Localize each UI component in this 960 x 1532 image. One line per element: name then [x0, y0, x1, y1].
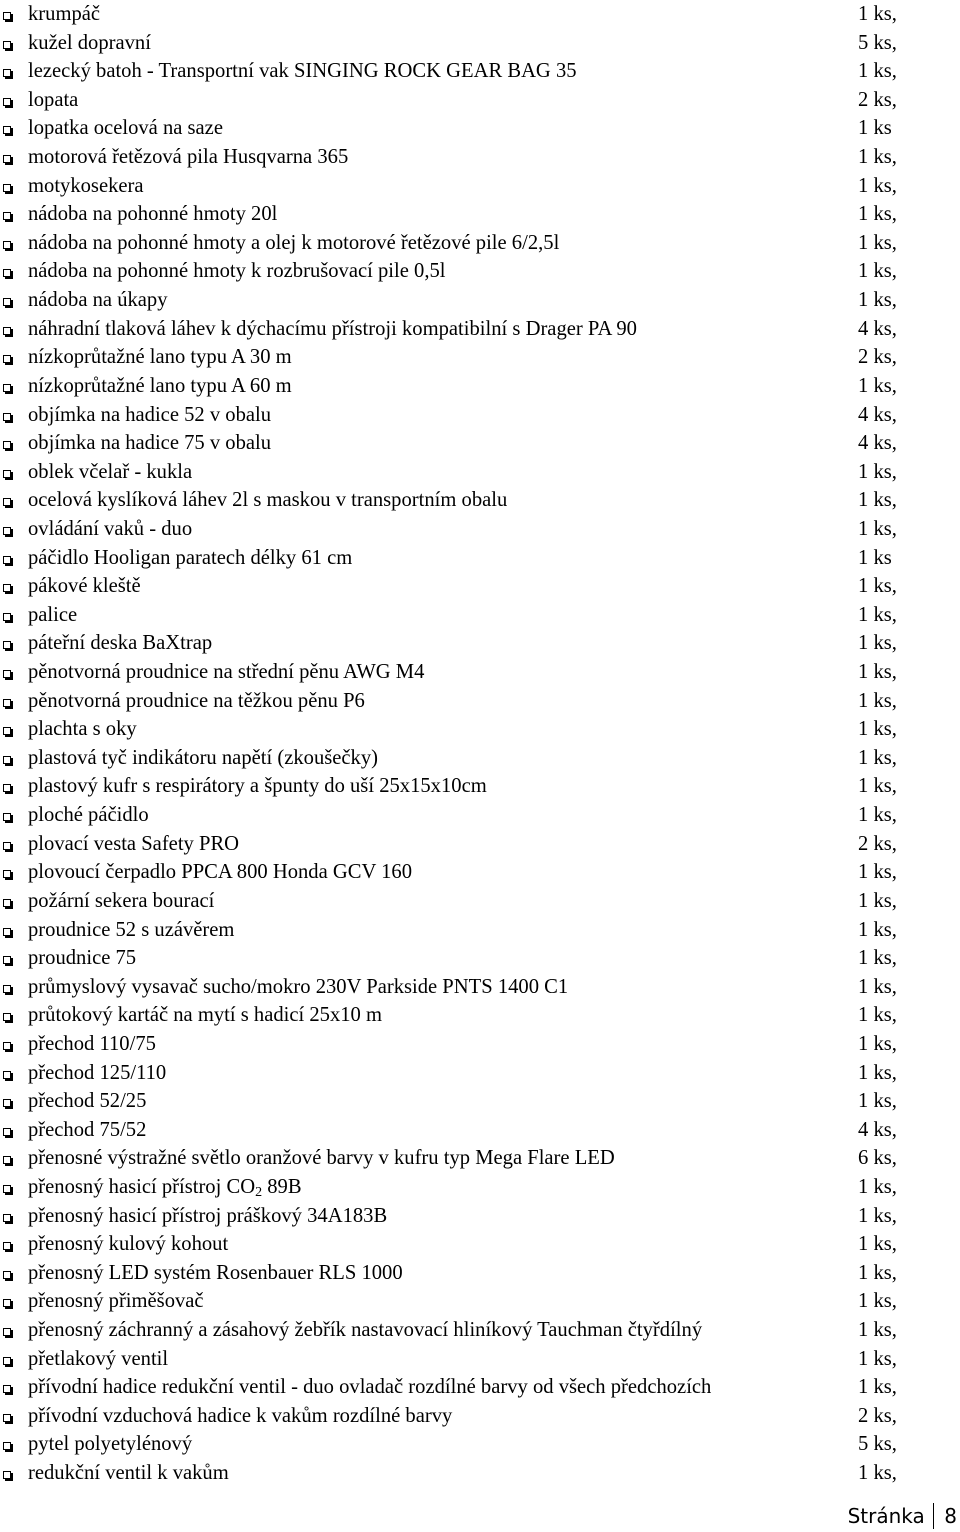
- item-name: přetlakový ventil: [28, 1347, 169, 1370]
- list-item: [0, 858, 960, 887]
- checkbox-bullet-icon: [3, 69, 11, 77]
- list-item: [0, 1287, 960, 1316]
- list-item: [0, 1173, 960, 1202]
- item-quantity: 1 ks,: [858, 575, 897, 598]
- list-item: [0, 172, 960, 201]
- item-name: náhradní tlaková láhev k dýchacímu přístroji kompatibilní s Drager PA 90: [28, 317, 637, 340]
- item-name: motorová řetězová pila Husqvarna 365: [28, 146, 349, 169]
- item-quantity: 4 ks,: [858, 1118, 897, 1141]
- list-item: [0, 1087, 960, 1116]
- item-quantity: 1 ks,: [858, 146, 897, 169]
- item-quantity: 5 ks,: [858, 31, 897, 54]
- list-item: [0, 1030, 960, 1059]
- item-quantity: 1 ks,: [858, 374, 897, 397]
- item-name: pěnotvorná proudnice na střední pěnu AWG M4: [28, 661, 425, 684]
- checkbox-bullet-icon: [3, 899, 11, 907]
- list-item: [0, 944, 960, 973]
- item-name: ovládání vaků - duo: [28, 517, 193, 540]
- item-name: přenosný LED systém Rosenbauer RLS 1000: [28, 1261, 403, 1284]
- list-item: [0, 343, 960, 372]
- checkbox-bullet-icon: [3, 184, 11, 192]
- item-name: redukční ventil k vakům: [28, 1462, 229, 1485]
- checkbox-bullet-icon: [3, 1099, 11, 1107]
- item-quantity: 1 ks,: [858, 1376, 897, 1399]
- item-name: přechod 75/52: [28, 1118, 147, 1141]
- list-item: [0, 1259, 960, 1288]
- checkbox-bullet-icon: [3, 1214, 11, 1222]
- list-item: [0, 0, 960, 29]
- item-quantity: 1 ks,: [858, 661, 897, 684]
- item-quantity: 4 ks,: [858, 317, 897, 340]
- item-quantity: 1 ks,: [858, 746, 897, 769]
- checkbox-bullet-icon: [3, 613, 11, 621]
- list-item: [0, 1402, 960, 1431]
- checkbox-bullet-icon: [3, 1128, 11, 1136]
- item-quantity: 1 ks,: [858, 918, 897, 941]
- item-name-part: přenosný hasicí přístroj CO: [28, 1175, 256, 1198]
- list-item: [0, 458, 960, 487]
- item-quantity: 1 ks,: [858, 1347, 897, 1370]
- checkbox-bullet-icon: [3, 556, 11, 564]
- list-item: [0, 772, 960, 801]
- item-name-tail: 89B: [262, 1175, 302, 1198]
- list-item: [0, 916, 960, 945]
- item-quantity: 1 ks,: [858, 1290, 897, 1313]
- checkbox-bullet-icon: [3, 1156, 11, 1164]
- item-quantity: 1 ks,: [858, 804, 897, 827]
- checkbox-bullet-icon: [3, 441, 11, 449]
- list-item: [0, 687, 960, 716]
- item-name: proudnice 52 s uzávěrem: [28, 918, 235, 941]
- checkbox-bullet-icon: [3, 1442, 11, 1450]
- item-name: krumpáč: [28, 3, 101, 25]
- list-item: [0, 57, 960, 86]
- checkbox-bullet-icon: [3, 1299, 11, 1307]
- item-name: nádoba na úkapy: [28, 289, 168, 312]
- item-name: plastová tyč indikátoru napětí (zkoušečky): [28, 746, 378, 769]
- checkbox-bullet-icon: [3, 928, 11, 936]
- item-quantity: 1 ks,: [858, 60, 897, 83]
- list-item: [0, 114, 960, 143]
- item-name: páteřní deska BaXtrap: [28, 632, 213, 655]
- checkbox-bullet-icon: [3, 327, 11, 335]
- checkbox-bullet-icon: [3, 1328, 11, 1336]
- list-item: [0, 629, 960, 658]
- checkbox-bullet-icon: [3, 1242, 11, 1250]
- checkbox-bullet-icon: [3, 699, 11, 707]
- checkbox-bullet-icon: [3, 212, 11, 220]
- item-quantity: 2 ks,: [858, 346, 897, 369]
- item-quantity: 1 ks,: [858, 203, 897, 226]
- item-name: lezecký batoh - Transportní vak SINGING ROCK GEAR BAG 35: [28, 60, 577, 83]
- item-name: plovoucí čerpadlo PPCA 800 Honda GCV 160: [28, 861, 413, 884]
- item-name: plovací vesta Safety PRO: [28, 832, 240, 855]
- page-number: 8: [944, 1504, 957, 1528]
- checkbox-bullet-icon: [3, 756, 11, 764]
- item-quantity: 1 ks,: [858, 1233, 897, 1256]
- checkbox-bullet-icon: [3, 727, 11, 735]
- checkbox-bullet-icon: [3, 842, 11, 850]
- checkbox-bullet-icon: [3, 12, 11, 20]
- item-quantity: 1 ks,: [858, 1319, 897, 1342]
- list-item: [0, 86, 960, 115]
- item-quantity: 1 ks,: [858, 1175, 897, 1198]
- item-name: přechod 52/25: [28, 1090, 147, 1113]
- checkbox-bullet-icon: [3, 584, 11, 592]
- item-name: požární sekera bourací: [28, 889, 215, 912]
- checkbox-bullet-icon: [3, 1357, 11, 1365]
- item-name: nádoba na pohonné hmoty 20l: [28, 203, 278, 226]
- item-name: proudnice 75: [28, 947, 137, 970]
- list-item: [0, 572, 960, 601]
- list-item: [0, 973, 960, 1002]
- item-quantity: 2 ks,: [858, 832, 897, 855]
- item-quantity: 2 ks,: [858, 88, 897, 111]
- item-name: průmyslový vysavač sucho/mokro 230V Parkside PNTS 1400 C1: [28, 975, 569, 998]
- list-item: [0, 257, 960, 286]
- item-quantity: 1 ks,: [858, 517, 897, 540]
- checkbox-bullet-icon: [3, 126, 11, 134]
- item-quantity: 1 ks,: [858, 632, 897, 655]
- checkbox-bullet-icon: [3, 1271, 11, 1279]
- checkbox-bullet-icon: [3, 355, 11, 363]
- item-quantity: 4 ks,: [858, 403, 897, 426]
- list-item: [0, 486, 960, 515]
- list-item: [0, 515, 960, 544]
- item-quantity: 1 ks,: [858, 947, 897, 970]
- item-quantity: 1 ks,: [858, 460, 897, 483]
- item-name: přenosný hasicí přístroj práškový 34A183B: [28, 1204, 388, 1227]
- item-name-subscript: 2: [255, 1184, 263, 1200]
- item-quantity: 1 ks,: [858, 689, 897, 712]
- item-name: přenosné výstražné světlo oranžové barvy v kufru typ Mega Flare LED: [28, 1147, 615, 1170]
- item-name: nádoba na pohonné hmoty k rozbrušovací pile 0,5l: [28, 260, 446, 283]
- list-item: [0, 401, 960, 430]
- item-quantity: 1 ks,: [858, 489, 897, 512]
- checkbox-bullet-icon: [3, 384, 11, 392]
- item-quantity: 1 ks,: [858, 1261, 897, 1284]
- list-item: [0, 1430, 960, 1459]
- list-item: [0, 601, 960, 630]
- item-name: přenosný přiměšovač: [28, 1290, 204, 1313]
- item-quantity: 1 ks,: [858, 231, 897, 254]
- item-name: motykosekera: [28, 174, 144, 197]
- item-quantity: 1 ks,: [858, 889, 897, 912]
- checkbox-bullet-icon: [3, 1471, 11, 1479]
- checkbox-bullet-icon: [3, 1013, 11, 1021]
- list-item: [0, 1373, 960, 1402]
- item-quantity: 1 ks,: [858, 603, 897, 626]
- list-item: [0, 1316, 960, 1345]
- checkbox-bullet-icon: [3, 527, 11, 535]
- list-item: [0, 1230, 960, 1259]
- item-name: pytel polyetylénový: [28, 1433, 193, 1456]
- footer-separator: [933, 1503, 935, 1529]
- item-name: lopata: [28, 88, 79, 111]
- list-item: [0, 830, 960, 859]
- list-item: [0, 372, 960, 401]
- item-name: plastový kufr s respirátory a špunty do uší 25x15x10cm: [28, 775, 487, 798]
- checkbox-bullet-icon: [3, 241, 11, 249]
- list-item: [0, 1116, 960, 1145]
- list-item: [0, 658, 960, 687]
- list-item: [0, 1059, 960, 1088]
- list-item: [0, 715, 960, 744]
- item-name: plachta s oky: [28, 718, 137, 741]
- list-item: [0, 143, 960, 172]
- list-item: [0, 544, 960, 573]
- item-name: oblek včelař - kukla: [28, 460, 193, 483]
- item-name: přívodní hadice redukční ventil - duo ovladač rozdílné barvy od všech předchozích: [28, 1376, 712, 1399]
- item-name: nádoba na pohonné hmoty a olej k motorové řetězové pile 6/2,5l: [28, 231, 560, 254]
- list-item: [0, 229, 960, 258]
- list-item: [0, 1459, 960, 1488]
- item-name: ocelová kyslíková láhev 2l s maskou v transportním obalu: [28, 489, 508, 512]
- checkbox-bullet-icon: [3, 1414, 11, 1422]
- item-name: kužel dopravní: [28, 31, 151, 54]
- item-name: nízkoprůtažné lano typu A 60 m: [28, 374, 292, 397]
- item-quantity: 1 ks,: [858, 1061, 897, 1084]
- item-name: přenosný kulový kohout: [28, 1233, 229, 1256]
- item-name: palice: [28, 603, 78, 626]
- checkbox-bullet-icon: [3, 1071, 11, 1079]
- item-name: přechod 110/75: [28, 1032, 156, 1055]
- list-item: [0, 200, 960, 229]
- list-item: [0, 1144, 960, 1173]
- item-name: pákové kleště: [28, 575, 141, 598]
- item-quantity: 1 ks,: [858, 1004, 897, 1027]
- item-name: přechod 125/110: [28, 1061, 167, 1084]
- item-name: přívodní vzduchová hadice k vakům rozdílné barvy: [28, 1404, 453, 1427]
- checkbox-bullet-icon: [3, 413, 11, 421]
- item-quantity: 1 ks,: [858, 975, 897, 998]
- item-name: ploché páčidlo: [28, 804, 149, 827]
- item-name: lopatka ocelová na saze: [28, 117, 223, 140]
- checkbox-bullet-icon: [3, 985, 11, 993]
- list-item: [0, 429, 960, 458]
- item-quantity: 6 ks,: [858, 1147, 897, 1170]
- checkbox-bullet-icon: [3, 784, 11, 792]
- item-quantity: 1 ks,: [858, 1462, 897, 1485]
- item-name: přenosný záchranný a zásahový žebřík nastavovací hliníkový Tauchman čtyřdílný: [28, 1319, 703, 1342]
- item-quantity: 1 ks,: [858, 174, 897, 197]
- item-name: objímka na hadice 52 v obalu: [28, 403, 272, 426]
- item-quantity: 1 ks,: [858, 260, 897, 283]
- checkbox-bullet-icon: [3, 269, 11, 277]
- list-item: [0, 286, 960, 315]
- checkbox-bullet-icon: [3, 1185, 11, 1193]
- checkbox-bullet-icon: [3, 498, 11, 506]
- checkbox-bullet-icon: [3, 813, 11, 821]
- item-name: objímka na hadice 75 v obalu: [28, 432, 272, 455]
- item-quantity: 1 ks,: [858, 775, 897, 798]
- checkbox-bullet-icon: [3, 956, 11, 964]
- item-quantity: 2 ks,: [858, 1404, 897, 1427]
- item-name: nízkoprůtažné lano typu A 30 m: [28, 346, 292, 369]
- item-quantity: 1 ks: [858, 546, 892, 569]
- item-name: páčidlo Hooligan paratech délky 61 cm: [28, 546, 353, 569]
- page-footer: [848, 1502, 957, 1530]
- checkbox-bullet-icon: [3, 1042, 11, 1050]
- checkbox-bullet-icon: [3, 470, 11, 478]
- checkbox-bullet-icon: [3, 155, 11, 163]
- item-quantity: 1 ks: [858, 117, 892, 140]
- footer-label: Stránka: [847, 1504, 925, 1528]
- item-name: průtokový kartáč na mytí s hadicí 25x10 m: [28, 1004, 383, 1027]
- checkbox-bullet-icon: [3, 870, 11, 878]
- list-item: [0, 744, 960, 773]
- checkbox-bullet-icon: [3, 670, 11, 678]
- item-quantity: 1 ks,: [858, 3, 897, 25]
- item-name: pěnotvorná proudnice na těžkou pěnu P6: [28, 689, 365, 712]
- item-quantity: 1 ks,: [858, 861, 897, 884]
- list-item: [0, 1202, 960, 1231]
- list-item: [0, 315, 960, 344]
- item-quantity: 1 ks,: [858, 289, 897, 312]
- item-quantity: 1 ks,: [858, 1090, 897, 1113]
- checkbox-bullet-icon: [3, 1385, 11, 1393]
- item-quantity: 1 ks,: [858, 1204, 897, 1227]
- item-quantity: 4 ks,: [858, 432, 897, 455]
- checkbox-bullet-icon: [3, 98, 11, 106]
- list-item: [0, 801, 960, 830]
- list-item: [0, 1345, 960, 1374]
- item-quantity: 1 ks,: [858, 718, 897, 741]
- checkbox-bullet-icon: [3, 641, 11, 649]
- list-item: [0, 1001, 960, 1030]
- checkbox-bullet-icon: [3, 298, 11, 306]
- list-item: [0, 29, 960, 58]
- item-quantity: 1 ks,: [858, 1032, 897, 1055]
- list-item: [0, 887, 960, 916]
- checkbox-bullet-icon: [3, 41, 11, 49]
- item-quantity: 5 ks,: [858, 1433, 897, 1456]
